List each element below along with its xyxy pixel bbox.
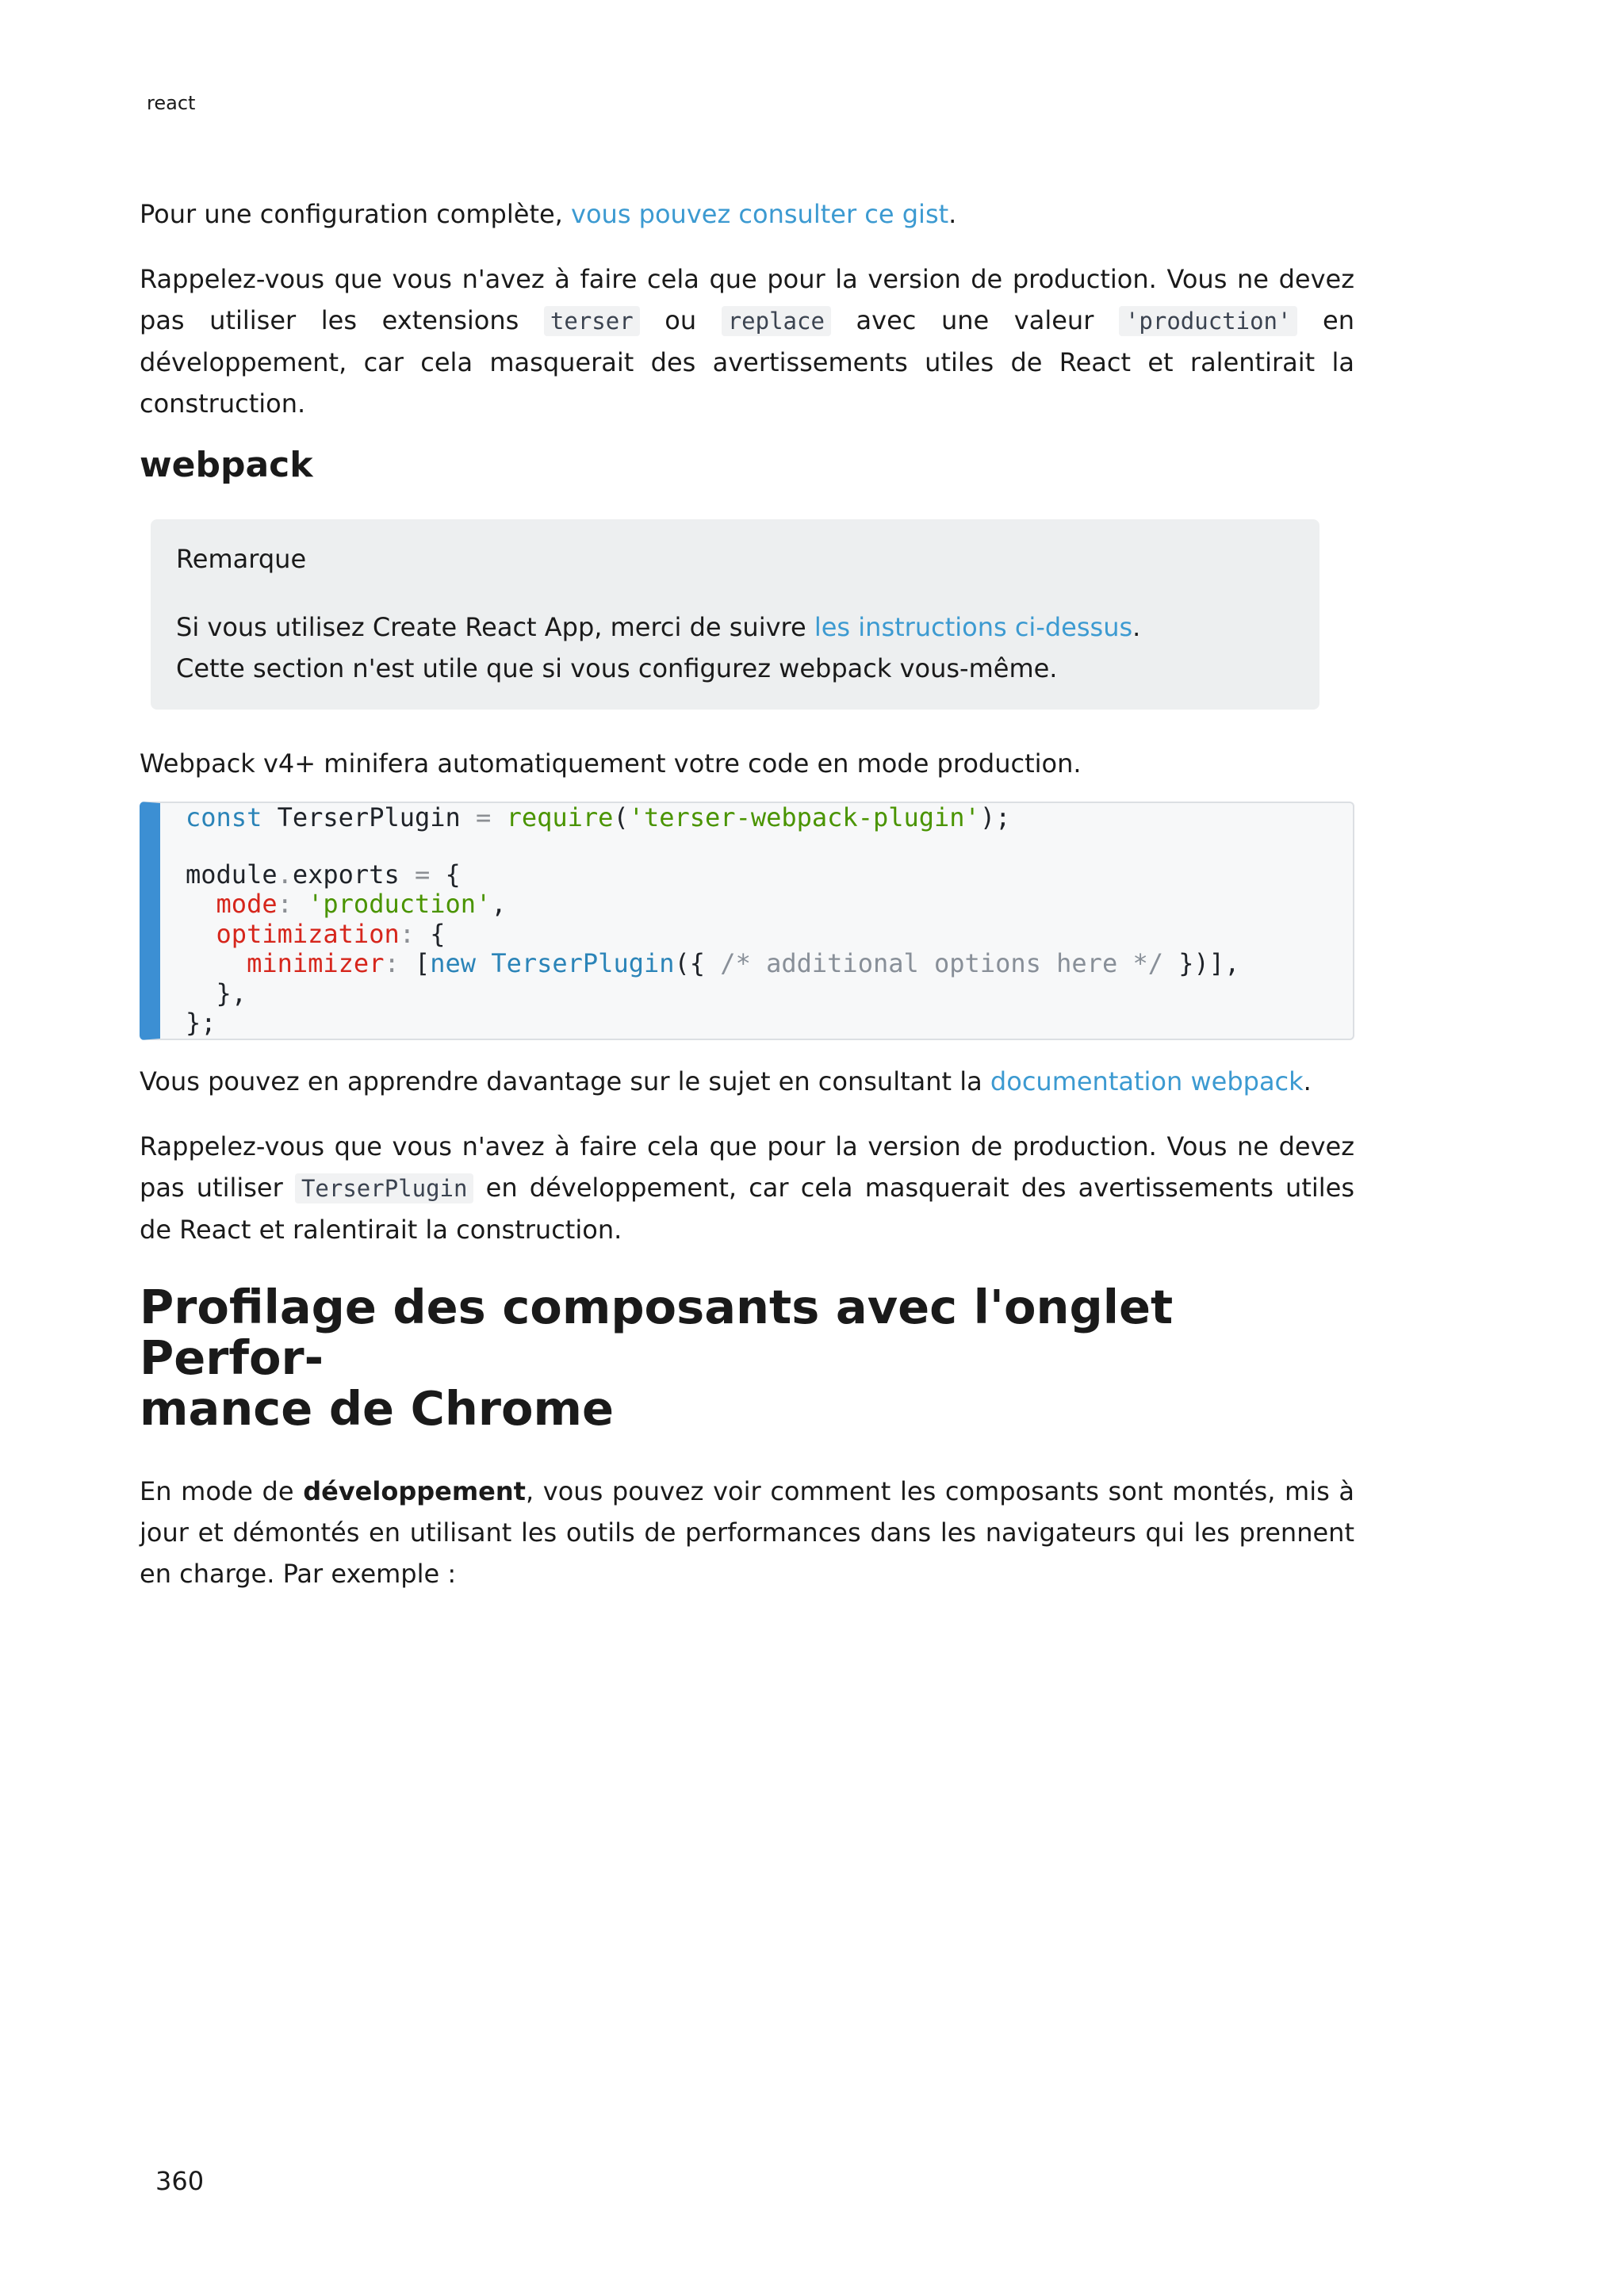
note-line-1: Si vous utilisez Create React App, merci de suivre les instructions ci-dessus. (176, 612, 1141, 642)
page-number: 360 (155, 2166, 205, 2196)
page-content (140, 193, 1354, 1594)
code-line: }, (216, 978, 247, 1008)
bold-developpement: développement (303, 1475, 526, 1506)
inline-code-replace: replace (722, 306, 831, 336)
note-box (151, 519, 1320, 710)
code-line: mode: 'production', (216, 889, 507, 919)
paragraph-learn-more: Vous pouvez en apprendre davantage sur le sujet en consultant la documentation webpack. (140, 1066, 1312, 1096)
code-line: module.exports = { (186, 859, 461, 890)
note-line-2: Cette section n'est utile que si vous configurez webpack vous-même. (176, 653, 1058, 683)
paragraph-webpack-minify: Webpack v4+ minifera automatiquement votre code en mode production. (140, 748, 1082, 779)
paragraph-production-reminder: Rappelez-vous que vous n'avez à faire cela que pour la version de production. Vous ne devez pas utiliser les extensions terser ou replace avec une valeur 'production' en développement, car cela masquerait des avertissements utiles de React et ralentirait la construction. (140, 264, 1355, 419)
code-line (186, 833, 1353, 860)
paragraph-config: Pour une configuration complète, vous pouvez consulter ce gist. (140, 199, 957, 229)
heading-profilage: Profilage des composants avec l'onglet Perfor- mance de Chrome (140, 1279, 1174, 1436)
note-title: Remarque (176, 544, 307, 574)
code-line: const TerserPlugin = require('terser-webpack-plugin'); (186, 802, 1011, 832)
instructions-link[interactable]: les instructions ci-dessus (814, 612, 1133, 642)
heading-webpack: webpack (140, 445, 313, 485)
inline-code-production: 'production' (1119, 306, 1298, 336)
running-head: react (147, 92, 196, 114)
code-block (140, 802, 1354, 1040)
inline-code-terserplugin: TerserPlugin (295, 1173, 474, 1203)
paragraph-terser-reminder: Rappelez-vous que vous n'avez à faire cela que pour la version de production. Vous ne devez pas utiliser TerserPlugin en développement, car cela masquerait des avertissements utiles de React et ralentirait la construction. (140, 1131, 1355, 1245)
gist-link[interactable]: vous pouvez consulter ce gist (571, 199, 949, 229)
code-line: optimization: { (216, 918, 446, 949)
code-line: }; (186, 1008, 216, 1038)
paragraph-dev-mode: En mode de développement, vous pouvez voir comment les composants sont montés, mis à jour et démontés en utilisant les outils de performances dans les navigateurs qui les prennent en charge. Par exemple : (140, 1475, 1355, 1589)
webpack-docs-link[interactable]: documentation webpack (990, 1066, 1304, 1096)
inline-code-terser: terser (544, 306, 640, 336)
code-line: minimizer: [new TerserPlugin({ /* additional options here */ })], (247, 948, 1240, 978)
